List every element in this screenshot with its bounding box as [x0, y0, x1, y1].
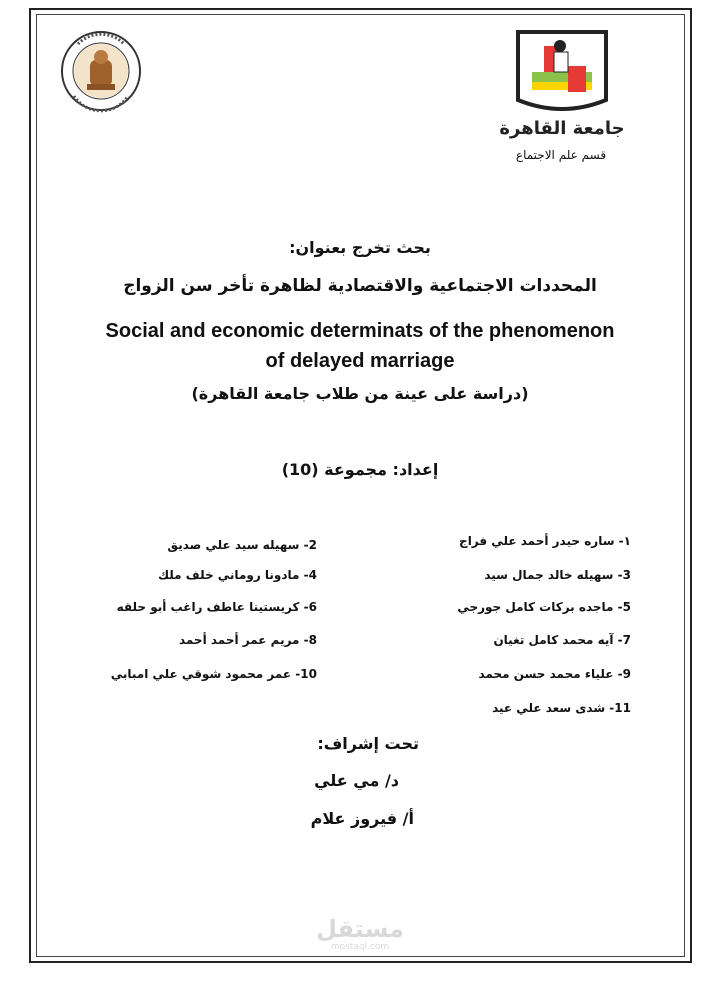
english-title-line2: of delayed marriage — [265, 350, 455, 372]
arabic-title: المحددات الاجتماعية والاقتصادية لظاهرة تأخر سن الزواج — [123, 276, 597, 296]
member-5: 5- ماجده بركات كامل جورجي — [457, 600, 631, 614]
watermark-arabic: مستقل — [316, 915, 404, 943]
study-subtitle: (دراسة على عينة من طلاب جامعة القاهرة) — [191, 384, 529, 403]
university-logo-text: جامعة القاهرة — [499, 118, 625, 139]
watermark — [310, 916, 410, 952]
member-2: 2- سهيله سيد علي صديق — [167, 538, 317, 552]
member-7: 7- آيه محمد كامل تغيان — [493, 633, 631, 647]
supervisor-2: أ/ فيروز علام — [310, 809, 414, 828]
member-1: ١- ساره حيدر أحمد علي فراج — [459, 534, 631, 548]
member-11: 11- شدى سعد علي عيد — [492, 701, 631, 715]
supervisor-1: د/ مي علي — [314, 771, 399, 790]
member-8: 8- مريم عمر أحمد أحمد — [178, 633, 317, 647]
english-title-line1: Social and economic determinats of the phenomenon — [105, 320, 615, 342]
supervision-label: تحت إشراف: — [317, 734, 419, 753]
member-10: 10- عمر محمود شوقي علي امبابي — [110, 667, 317, 681]
cairo-university-logo — [499, 26, 625, 142]
watermark-latin: mostaql.com — [330, 942, 390, 952]
member-9: 9- علياء محمد حسن محمد — [478, 667, 631, 681]
research-intro: بحث تخرج بعنوان: — [289, 238, 431, 257]
member-3: 3- سهيله خالد جمال سيد — [484, 568, 631, 582]
prepared-by: إعداد: مجموعة (10) — [281, 460, 439, 479]
member-4: 4- مادونا روماني خلف ملك — [158, 568, 317, 582]
faculty-seal-logo — [60, 30, 142, 112]
member-6: 6- كريستينا عاطف راغب أبو حلقه — [116, 600, 317, 614]
department-name: قسم علم الاجتماع — [515, 148, 607, 162]
english-title — [60, 316, 660, 376]
